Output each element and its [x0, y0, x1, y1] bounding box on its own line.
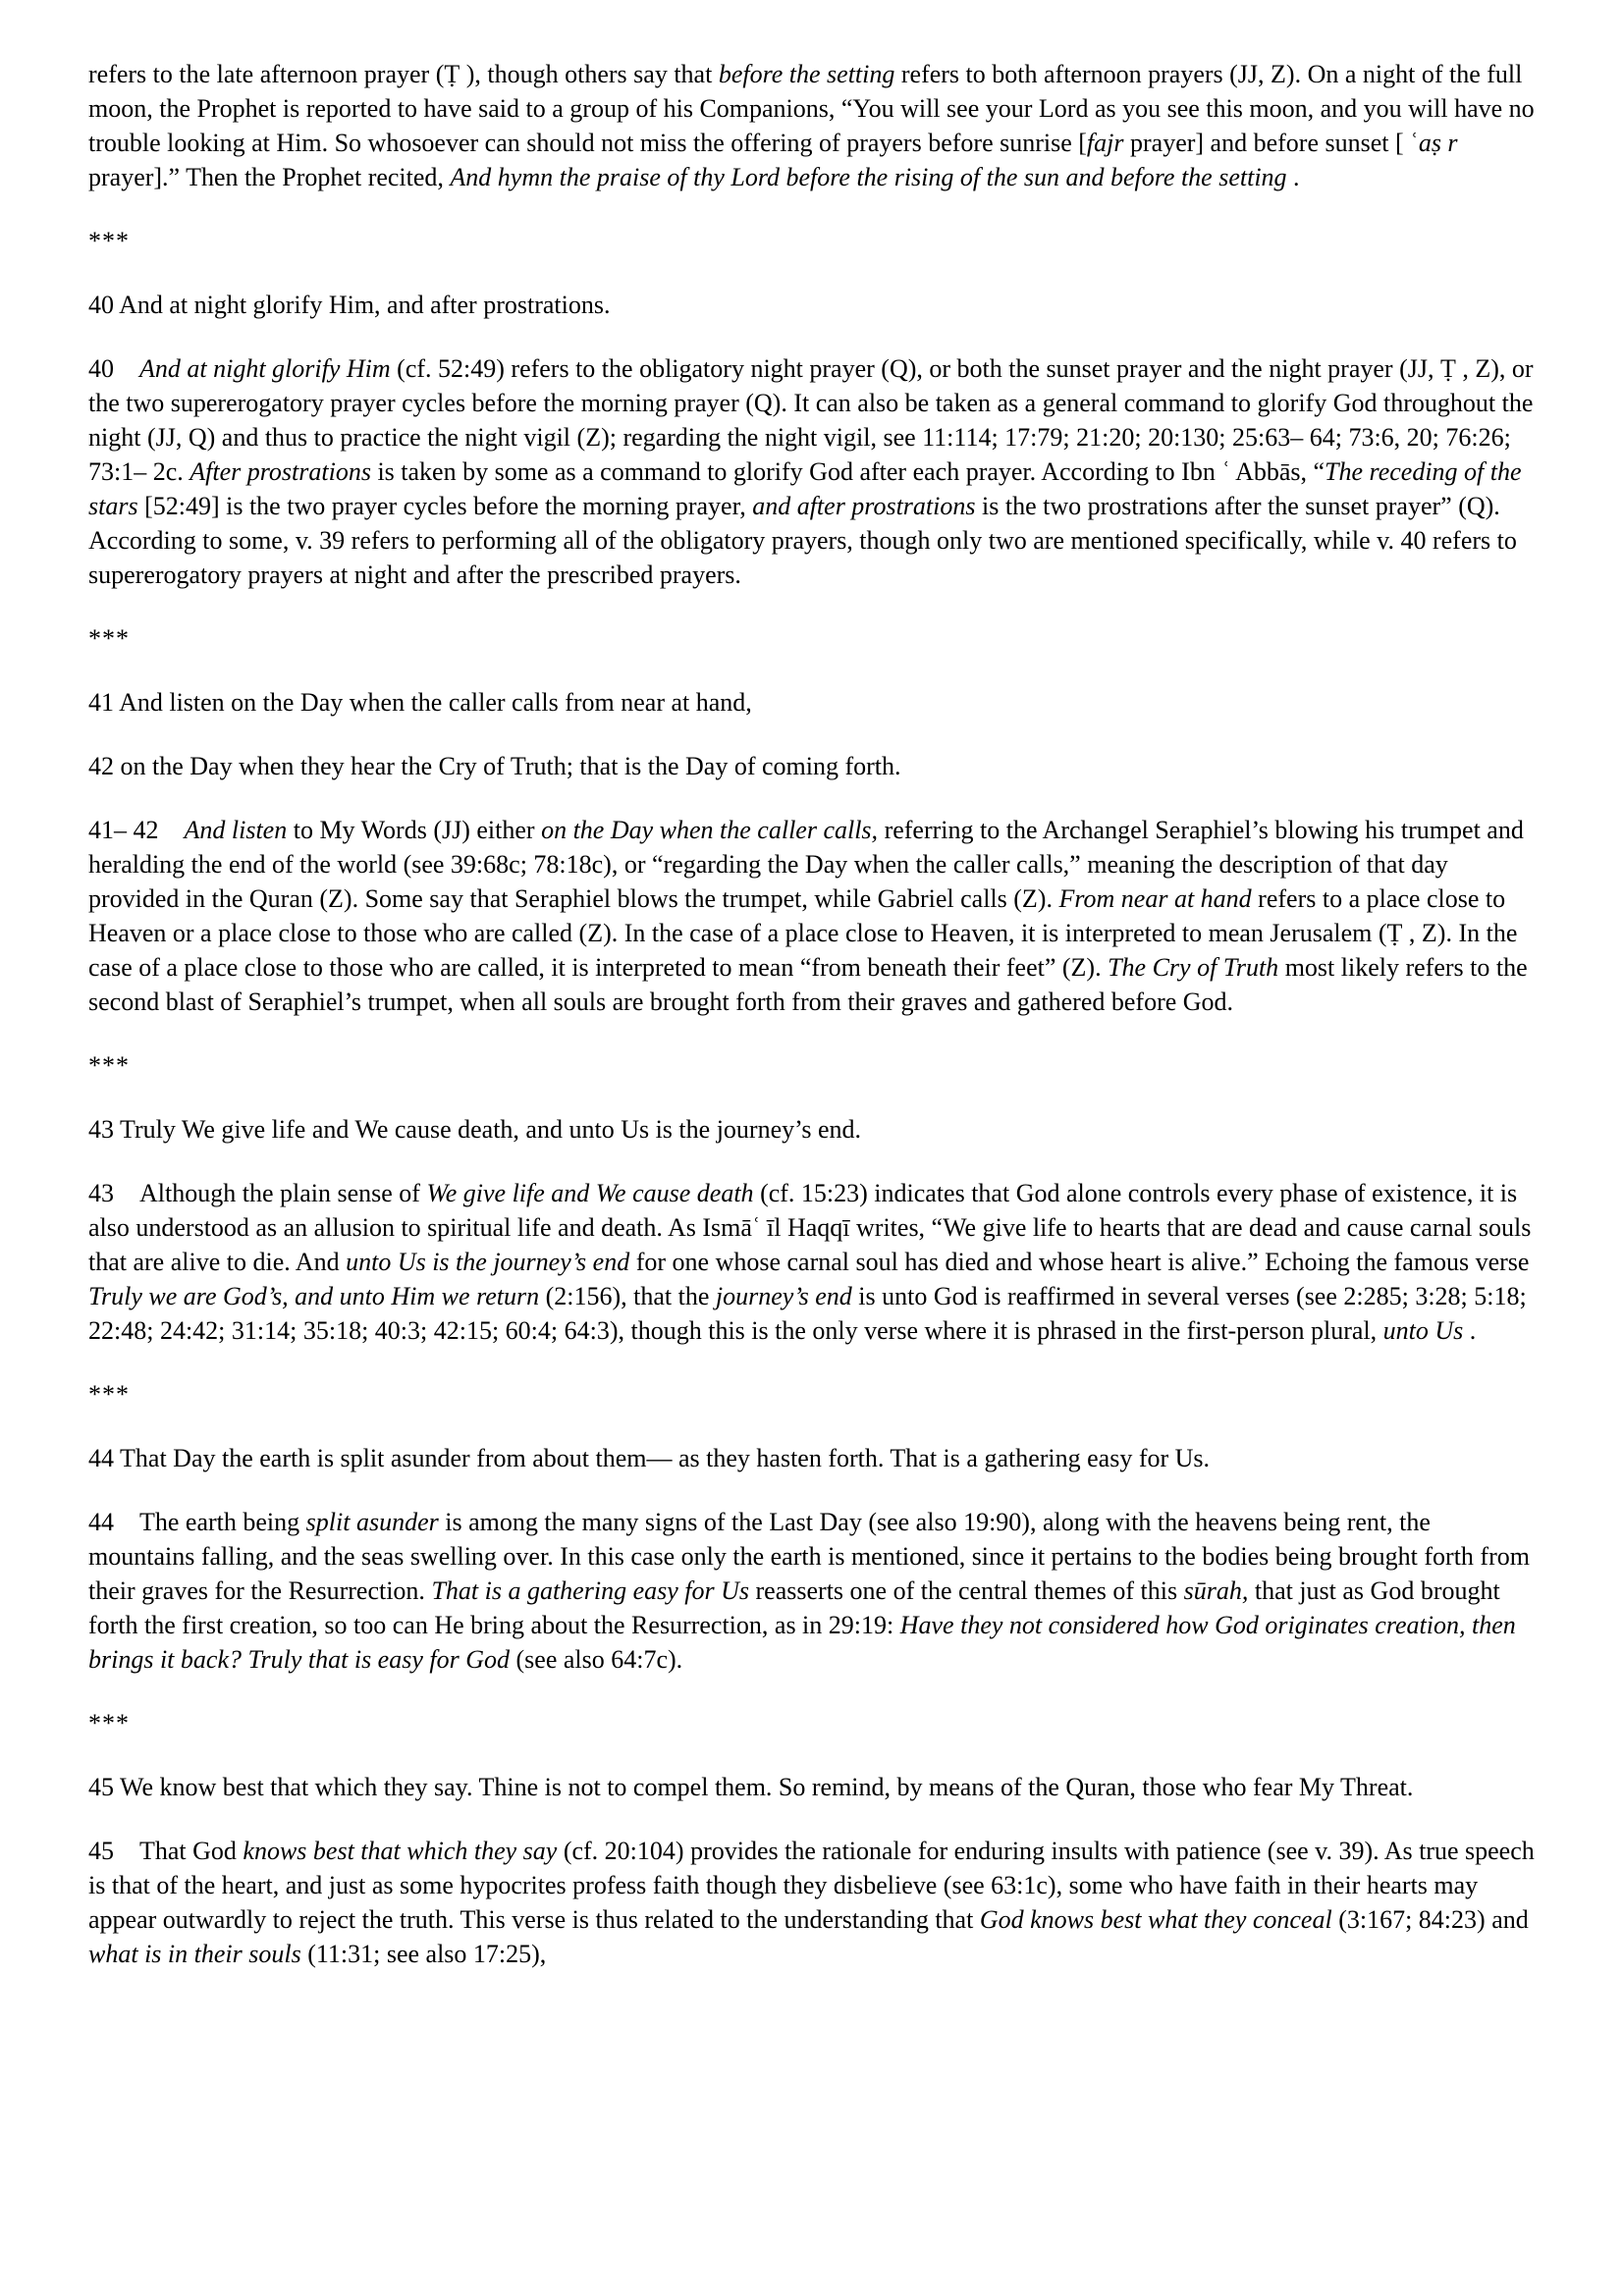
italic-run: Have they not considered how God originates creation, then brings it back? Truly that is easy for God [88, 1611, 1516, 1674]
text-run: (cf. 52:49) refers to the obligatory night prayer (Q), or both the sunset prayer and the night prayer (JJ, Ṭ , Z), or the two supererogatory prayer cycles before the morning prayer (Q). It can also be taken as a general command to glorify God throughout the night (JJ, Q) and thus to practice the night vigil (Z); regarding the night vigil, see 11:114; 17:79; 21:20; 20:130; 25:63– 64; 73:6, 20; 76:26; 73:1– 2c. [88, 354, 1534, 486]
text-run: (cf. 15:23) indicates that God alone controls every phase of existence, it is also understood as an allusion to spiritual life and death. As Ismāʿ īl Haqqī writes, “We give life to hearts that are dead and cause carnal souls that are alive to die. And [88, 1179, 1532, 1276]
verse-44 [88, 1441, 1537, 1475]
text-run: 43 Although the plain sense of [88, 1179, 427, 1207]
italic-run: sūrah, [1183, 1576, 1249, 1605]
italic-run: what is in their souls [88, 1940, 301, 1968]
section-separator [88, 621, 1537, 656]
text-run: refers to the late afternoon prayer (Ṭ ), though others say that [88, 60, 719, 88]
text-run: (2:156), that the [539, 1282, 716, 1310]
text-run: (11:31; see also 17:25), [300, 1940, 547, 1968]
text-run: is the two prostrations after the sunset prayer” (Q). According to some, v. 39 refers to performing all of the obligatory prayers, though only two are mentioned specifically, while v. 40 refers to supererogatory prayers at night and after the prescribed prayers. [88, 492, 1517, 589]
text-run: (cf. 20:104) provides the rationale for enduring insults with patience (see v. 39). As true speech is that of the heart, and just as some hypocrites profess faith though they disbelieve (see 63:1c), some who have faith in their hearts may appear outwardly to reject the truth. This verse is thus related to the understanding that [88, 1837, 1535, 1934]
text-run: 42 on the Day when they hear the Cry of Truth; that is the Day of coming forth. [88, 752, 901, 780]
text-run: 41– 42 [88, 816, 185, 844]
text-run: prayer].” Then the Prophet recited, [88, 163, 451, 191]
text-run: 45 That God [88, 1837, 243, 1865]
commentary-41-42 [88, 813, 1537, 1019]
text-run: referring to the Archangel Seraphiel’s blowing his trumpet and heralding the end of the world (see 39:68c; 78:18c), or “regarding the Day when the caller calls,” meaning the description of that day provided in the Quran (Z). Some say that Seraphiel blows the trumpet, while Gabriel calls (Z). [88, 816, 1524, 913]
text-run: *** [88, 1380, 130, 1409]
text-run: most likely refers to the second blast of Seraphiel’s trumpet, when all souls are brought forth from their graves and gathered before God. [88, 953, 1528, 1016]
text-run: 40 And at night glorify Him, and after prostrations. [88, 291, 611, 319]
text-run: that just as God brought forth the first creation, so too can He bring about the Resurrection, as in 29:19: [88, 1576, 1500, 1639]
text-run: is among the many signs of the Last Day (see also 19:90), along with the heavens being rent, the mountains falling, and the seas swelling over. In this case only the earth is mentioned, since it pertains to the bodies being brought forth from their graves for the Resurrection. [88, 1508, 1530, 1605]
section-separator [88, 1048, 1537, 1083]
text-run: *** [88, 1051, 130, 1080]
commentary-45 [88, 1834, 1537, 1971]
text-run: 40 [88, 354, 139, 383]
italic-run: God knows best what they conceal [979, 1905, 1332, 1934]
italic-run: From near at hand [1058, 884, 1252, 913]
verse-40 [88, 288, 1537, 322]
italic-run: fajr [1086, 129, 1124, 157]
italic-run: The Cry of Truth [1108, 953, 1279, 982]
text-run: is taken by some as a command to glorify God after each prayer. According to Ibn ʿ Abbās, “ [370, 457, 1325, 486]
italic-run: After prostrations [189, 457, 371, 486]
italic-run: And at night glorify Him [139, 354, 391, 383]
text-run: refers to a place close to Heaven or a place close to those who are called (Z). In the case of a place close to Heaven, it is interpreted to mean Jerusalem (Ṭ , Z). In the case of a place close to those who are called, it is interpreted to mean “from beneath their feet” (Z). [88, 884, 1518, 982]
italic-run: split asunder [305, 1508, 439, 1536]
text-run: for one whose carnal soul has died and whose heart is alive.” Echoing the famous verse [629, 1248, 1530, 1276]
text-run: (see also 64:7c). [510, 1645, 683, 1674]
italic-run: And hymn the praise of thy Lord before the rising of the sun and before the setting [450, 163, 1287, 191]
italic-run: knows best that which they say [243, 1837, 558, 1865]
text-run: reasserts one of the central themes of this [749, 1576, 1184, 1605]
text-run: [52:49] is the two prayer cycles before the morning prayer, [137, 492, 753, 520]
italic-run: journey’s end [715, 1282, 852, 1310]
text-run: *** [88, 227, 130, 255]
italic-run: We give life and We cause death [426, 1179, 754, 1207]
text-run: . [1286, 163, 1300, 191]
text-run: *** [88, 1709, 130, 1737]
italic-run: on the Day when the caller calls, [541, 816, 879, 844]
text-run: . [1463, 1316, 1477, 1345]
text-run: refers to both afternoon prayers (JJ, Z). On a night of the full moon, the Prophet is reported to have said to a group of his Companions, “You will see your Lord as you see this moon, and you will have no trouble looking at Him. So whosoever can should not miss the offering of prayers before sunrise [ [88, 60, 1535, 157]
commentary-40 [88, 351, 1537, 592]
text-run: 41 And listen on the Day when the caller calls from near at hand, [88, 688, 752, 717]
italic-run: before the setting [718, 60, 895, 88]
italic-run: aṣ r [1418, 129, 1458, 157]
italic-run: Truly we are God’s, and unto Him we return [88, 1282, 540, 1310]
italic-run: and after prostrations [752, 492, 976, 520]
text-run: 44 The earth being [88, 1508, 306, 1536]
italic-run: unto Us is the journey’s end [346, 1248, 630, 1276]
text-run: 44 That Day the earth is split asunder from about them— as they hasten forth. That is a gathering easy for Us. [88, 1444, 1211, 1472]
commentary-44 [88, 1505, 1537, 1677]
italic-run: And listen [184, 816, 288, 844]
document-body [88, 57, 1537, 1971]
text-run: 45 We know best that which they say. Thine is not to compel them. So remind, by means of the Quran, those who fear My Threat. [88, 1773, 1414, 1801]
section-separator [88, 1706, 1537, 1740]
text-run: prayer] and before sunset [ ʿ [1123, 129, 1419, 157]
continuation-paragraph [88, 57, 1537, 194]
verse-42 [88, 749, 1537, 783]
section-separator [88, 224, 1537, 258]
commentary-43 [88, 1176, 1537, 1348]
italic-run: That is a gathering easy for Us [431, 1576, 750, 1605]
text-run: is unto God is reaffirmed in several verses (see 2:285; 3:28; 5:18; 22:48; 24:42; 31:14; 35:18; 40:3; 42:15; 60:4; 64:3), though this is the only verse where it is phrased in the first-person plural, [88, 1282, 1527, 1345]
italic-run: unto Us [1382, 1316, 1464, 1345]
text-run: to My Words (JJ) either [287, 816, 542, 844]
italic-run: The receding of the stars [88, 457, 1522, 520]
text-run: (3:167; 84:23) and [1331, 1905, 1529, 1934]
verse-43 [88, 1112, 1537, 1147]
verse-45 [88, 1770, 1537, 1804]
section-separator [88, 1377, 1537, 1412]
text-run: 43 Truly We give life and We cause death, and unto Us is the journey’s end. [88, 1115, 861, 1144]
verse-41 [88, 685, 1537, 720]
text-run: *** [88, 624, 130, 653]
